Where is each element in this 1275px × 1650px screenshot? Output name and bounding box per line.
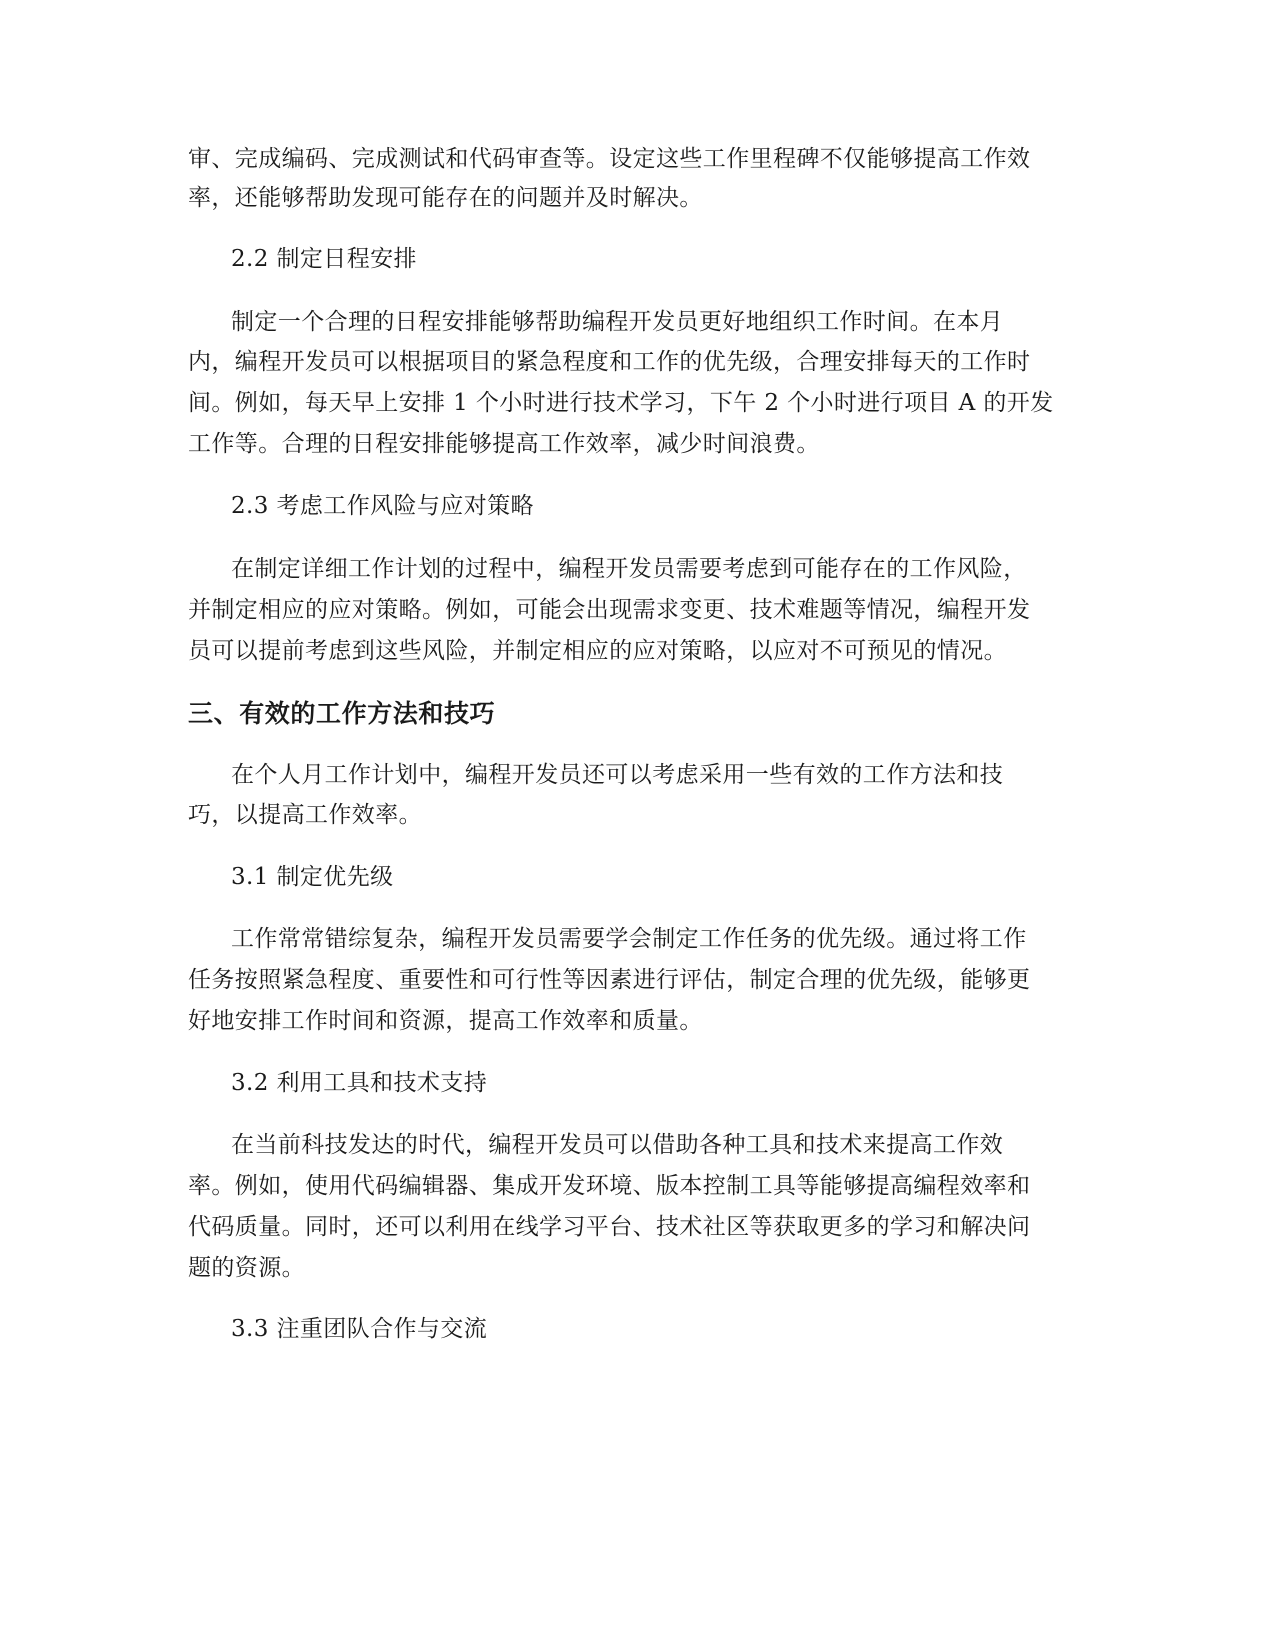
subsection-title-3-2: 3.2 利用工具和技术支持	[231, 1070, 488, 1096]
subsection-title-2-2: 2.2 制定日程安排	[231, 246, 417, 272]
paragraph-line: 在制定详细工作计划的过程中，编程开发员需要考虑到可能存在的工作风险，	[231, 556, 1027, 582]
paragraph-line: 工作常常错综复杂，编程开发员需要学会制定工作任务的优先级。通过将工作	[231, 926, 1027, 952]
paragraph-line: 任务按照紧急程度、重要性和可行性等因素进行评估，制定合理的优先级，能够更	[188, 967, 1031, 993]
paragraph-line: 并制定相应的应对策略。例如，可能会出现需求变更、技术难题等情况，编程开发	[188, 597, 1031, 623]
paragraph-line: 题的资源。	[188, 1255, 305, 1281]
paragraph-line: 审、完成编码、完成测试和代码审查等。设定这些工作里程碑不仅能够提高工作效	[188, 146, 1031, 172]
paragraph-line: 在当前科技发达的时代，编程开发员可以借助各种工具和技术来提高工作效	[231, 1132, 1004, 1158]
paragraph-line: 间。例如，每天早上安排 1 个小时进行技术学习，下午 2 个小时进行项目 A 的开发	[188, 390, 1054, 416]
paragraph-line: 制定一个合理的日程安排能够帮助编程开发员更好地组织工作时间。在本月	[231, 309, 1004, 335]
paragraph-line: 巧，以提高工作效率。	[188, 802, 422, 828]
paragraph-line: 好地安排工作时间和资源，提高工作效率和质量。	[188, 1008, 703, 1034]
paragraph-line: 内，编程开发员可以根据项目的紧急程度和工作的优先级，合理安排每天的工作时	[188, 349, 1031, 375]
subsection-title-2-3: 2.3 考虑工作风险与应对策略	[231, 493, 534, 519]
subsection-title-3-3: 3.3 注重团队合作与交流	[231, 1316, 488, 1342]
paragraph-line: 在个人月工作计划中，编程开发员还可以考虑采用一些有效的工作方法和技	[231, 762, 1004, 788]
paragraph-line: 工作等。合理的日程安排能够提高工作效率，减少时间浪费。	[188, 431, 820, 457]
paragraph-line: 代码质量。同时，还可以利用在线学习平台、技术社区等获取更多的学习和解决问	[188, 1214, 1031, 1240]
paragraph-line: 率，还能够帮助发现可能存在的问题并及时解决。	[188, 185, 703, 211]
subsection-title-3-1: 3.1 制定优先级	[231, 864, 394, 890]
paragraph-line: 率。例如，使用代码编辑器、集成开发环境、版本控制工具等能够提高编程效率和	[188, 1173, 1031, 1199]
paragraph-line: 员可以提前考虑到这些风险，并制定相应的应对策略，以应对不可预见的情况。	[188, 638, 1007, 664]
section-heading-3: 三、有效的工作方法和技巧	[188, 699, 496, 728]
